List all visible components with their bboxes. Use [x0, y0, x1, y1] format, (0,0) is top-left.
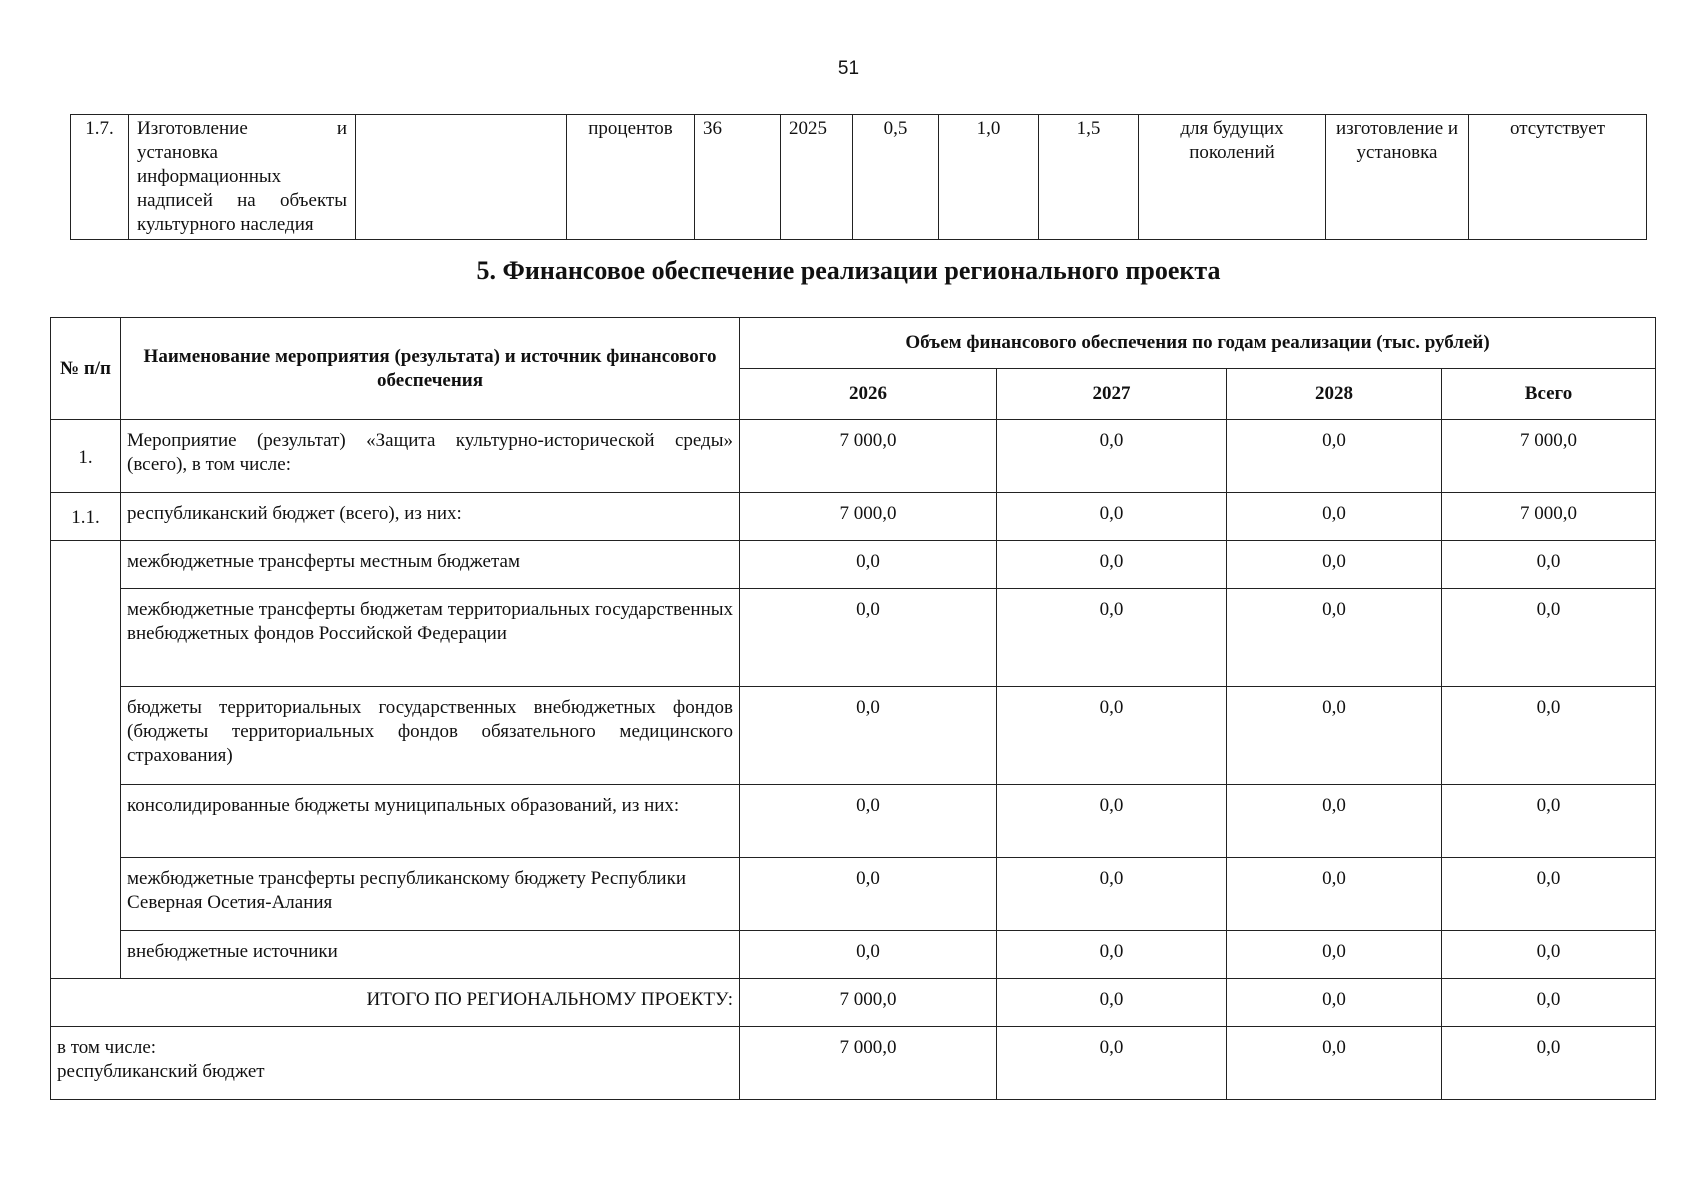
empty-cell [356, 115, 567, 240]
value-2028: 0,0 [1227, 785, 1442, 858]
value-2026: 0,0 [740, 931, 997, 979]
value-2027: 0,0 [997, 589, 1227, 687]
value-2027: 0,0 [997, 420, 1227, 493]
header-name: Наименование мероприятия (результата) и источник финансового обеспечения [121, 318, 740, 420]
row-name: Мероприятие (результат) «Защита культурно-исторической среды» (всего), в том числе: [121, 420, 740, 493]
table-row [51, 589, 1656, 687]
including-label-line2: республиканский бюджет [57, 1061, 265, 1082]
empty-number-cell [51, 541, 121, 979]
finance-table [50, 317, 1656, 1100]
value-2027: 0,0 [997, 858, 1227, 931]
value-2028: 0,0 [1227, 858, 1442, 931]
base-year-cell: 2025 [781, 115, 853, 240]
value-2026: 0,0 [740, 589, 997, 687]
value-2027: 0,0 [997, 1027, 1227, 1100]
row-name: внебюджетные источники [121, 931, 740, 979]
table-row [71, 115, 1647, 240]
value-2026: 7 000,0 [740, 1027, 997, 1100]
value-total: 0,0 [1442, 785, 1656, 858]
value-2026: 7 000,0 [740, 979, 997, 1027]
unit-cell: процентов [567, 115, 695, 240]
previous-table-continuation [70, 114, 1647, 240]
row-name: межбюджетные трансферты местным бюджетам [121, 541, 740, 589]
value-total: 7 000,0 [1442, 493, 1656, 541]
header-total: Всего [1442, 369, 1656, 420]
total-row [51, 979, 1656, 1027]
value-2028: 0,0 [1227, 979, 1442, 1027]
value-2026: 7 000,0 [740, 493, 997, 541]
table-row [51, 493, 1656, 541]
value-total: 0,0 [1442, 858, 1656, 931]
value-2028: 0,0 [1227, 1027, 1442, 1100]
row-number: 1. [51, 420, 121, 493]
header-row [51, 318, 1656, 369]
header-num: № п/п [51, 318, 121, 420]
value-2026: 0,0 [740, 687, 997, 785]
value-2028: 0,0 [1227, 420, 1442, 493]
value-2027: 0,0 [997, 493, 1227, 541]
value-2027: 0,0 [997, 785, 1227, 858]
value-2026: 7 000,0 [740, 420, 997, 493]
value-total: 0,0 [1442, 589, 1656, 687]
value-cell: 0,5 [853, 115, 939, 240]
value-total: 0,0 [1442, 931, 1656, 979]
value-2028: 0,0 [1227, 589, 1442, 687]
header-year-2026: 2026 [740, 369, 997, 420]
value-2028: 0,0 [1227, 687, 1442, 785]
including-label [51, 1027, 740, 1100]
value-total: 7 000,0 [1442, 420, 1656, 493]
row-number: 1.7. [71, 115, 129, 240]
value-2028: 0,0 [1227, 493, 1442, 541]
value-cell: 1,5 [1039, 115, 1139, 240]
including-label-line1: в том числе: [57, 1037, 157, 1058]
value-2027: 0,0 [997, 541, 1227, 589]
row-name: Изготовление и установка информационных надписей на объекты культурного наследия [129, 115, 356, 240]
section-title: 5. Финансовое обеспечение реализации регионального проекта [476, 256, 1221, 285]
table-row [51, 858, 1656, 931]
row-name: межбюджетные трансферты бюджетам территориальных государственных внебюджетных фондов Российской Федерации [121, 589, 740, 687]
type-cell: изготовление и установка [1326, 115, 1469, 240]
value-total: 0,0 [1442, 1027, 1656, 1100]
value-2026: 0,0 [740, 858, 997, 931]
table-row [51, 931, 1656, 979]
total-label: ИТОГО ПО РЕГИОНАЛЬНОМУ ПРОЕКТУ: [51, 979, 740, 1027]
header-volume: Объем финансового обеспечения по годам реализации (тыс. рублей) [740, 318, 1656, 369]
value-2027: 0,0 [997, 931, 1227, 979]
table-row [51, 420, 1656, 493]
value-2027: 0,0 [997, 979, 1227, 1027]
table-row [51, 541, 1656, 589]
row-number: 1.1. [51, 493, 121, 541]
note-cell: отсутствует [1469, 115, 1647, 240]
table-row [51, 785, 1656, 858]
purpose-cell: для будущих поколений [1139, 115, 1326, 240]
value-2027: 0,0 [997, 687, 1227, 785]
header-year-2028: 2028 [1227, 369, 1442, 420]
value-total: 0,0 [1442, 979, 1656, 1027]
value-2028: 0,0 [1227, 541, 1442, 589]
row-name: бюджеты территориальных государственных внебюджетных фондов (бюджеты территориальных фондов обязательного медицинского страхования) [121, 687, 740, 785]
row-name: республиканский бюджет (всего), из них: [121, 493, 740, 541]
page-number: 51 [837, 58, 860, 79]
value-cell: 1,0 [939, 115, 1039, 240]
value-2026: 0,0 [740, 541, 997, 589]
row-name: межбюджетные трансферты республиканскому бюджету Республики Северная Осетия-Алания [121, 858, 740, 931]
base-value-cell: 36 [695, 115, 781, 240]
value-2026: 0,0 [740, 785, 997, 858]
table-row [51, 687, 1656, 785]
including-row [51, 1027, 1656, 1100]
row-name: консолидированные бюджеты муниципальных образований, из них: [121, 785, 740, 858]
header-year-2027: 2027 [997, 369, 1227, 420]
value-total: 0,0 [1442, 687, 1656, 785]
value-total: 0,0 [1442, 541, 1656, 589]
value-2028: 0,0 [1227, 931, 1442, 979]
